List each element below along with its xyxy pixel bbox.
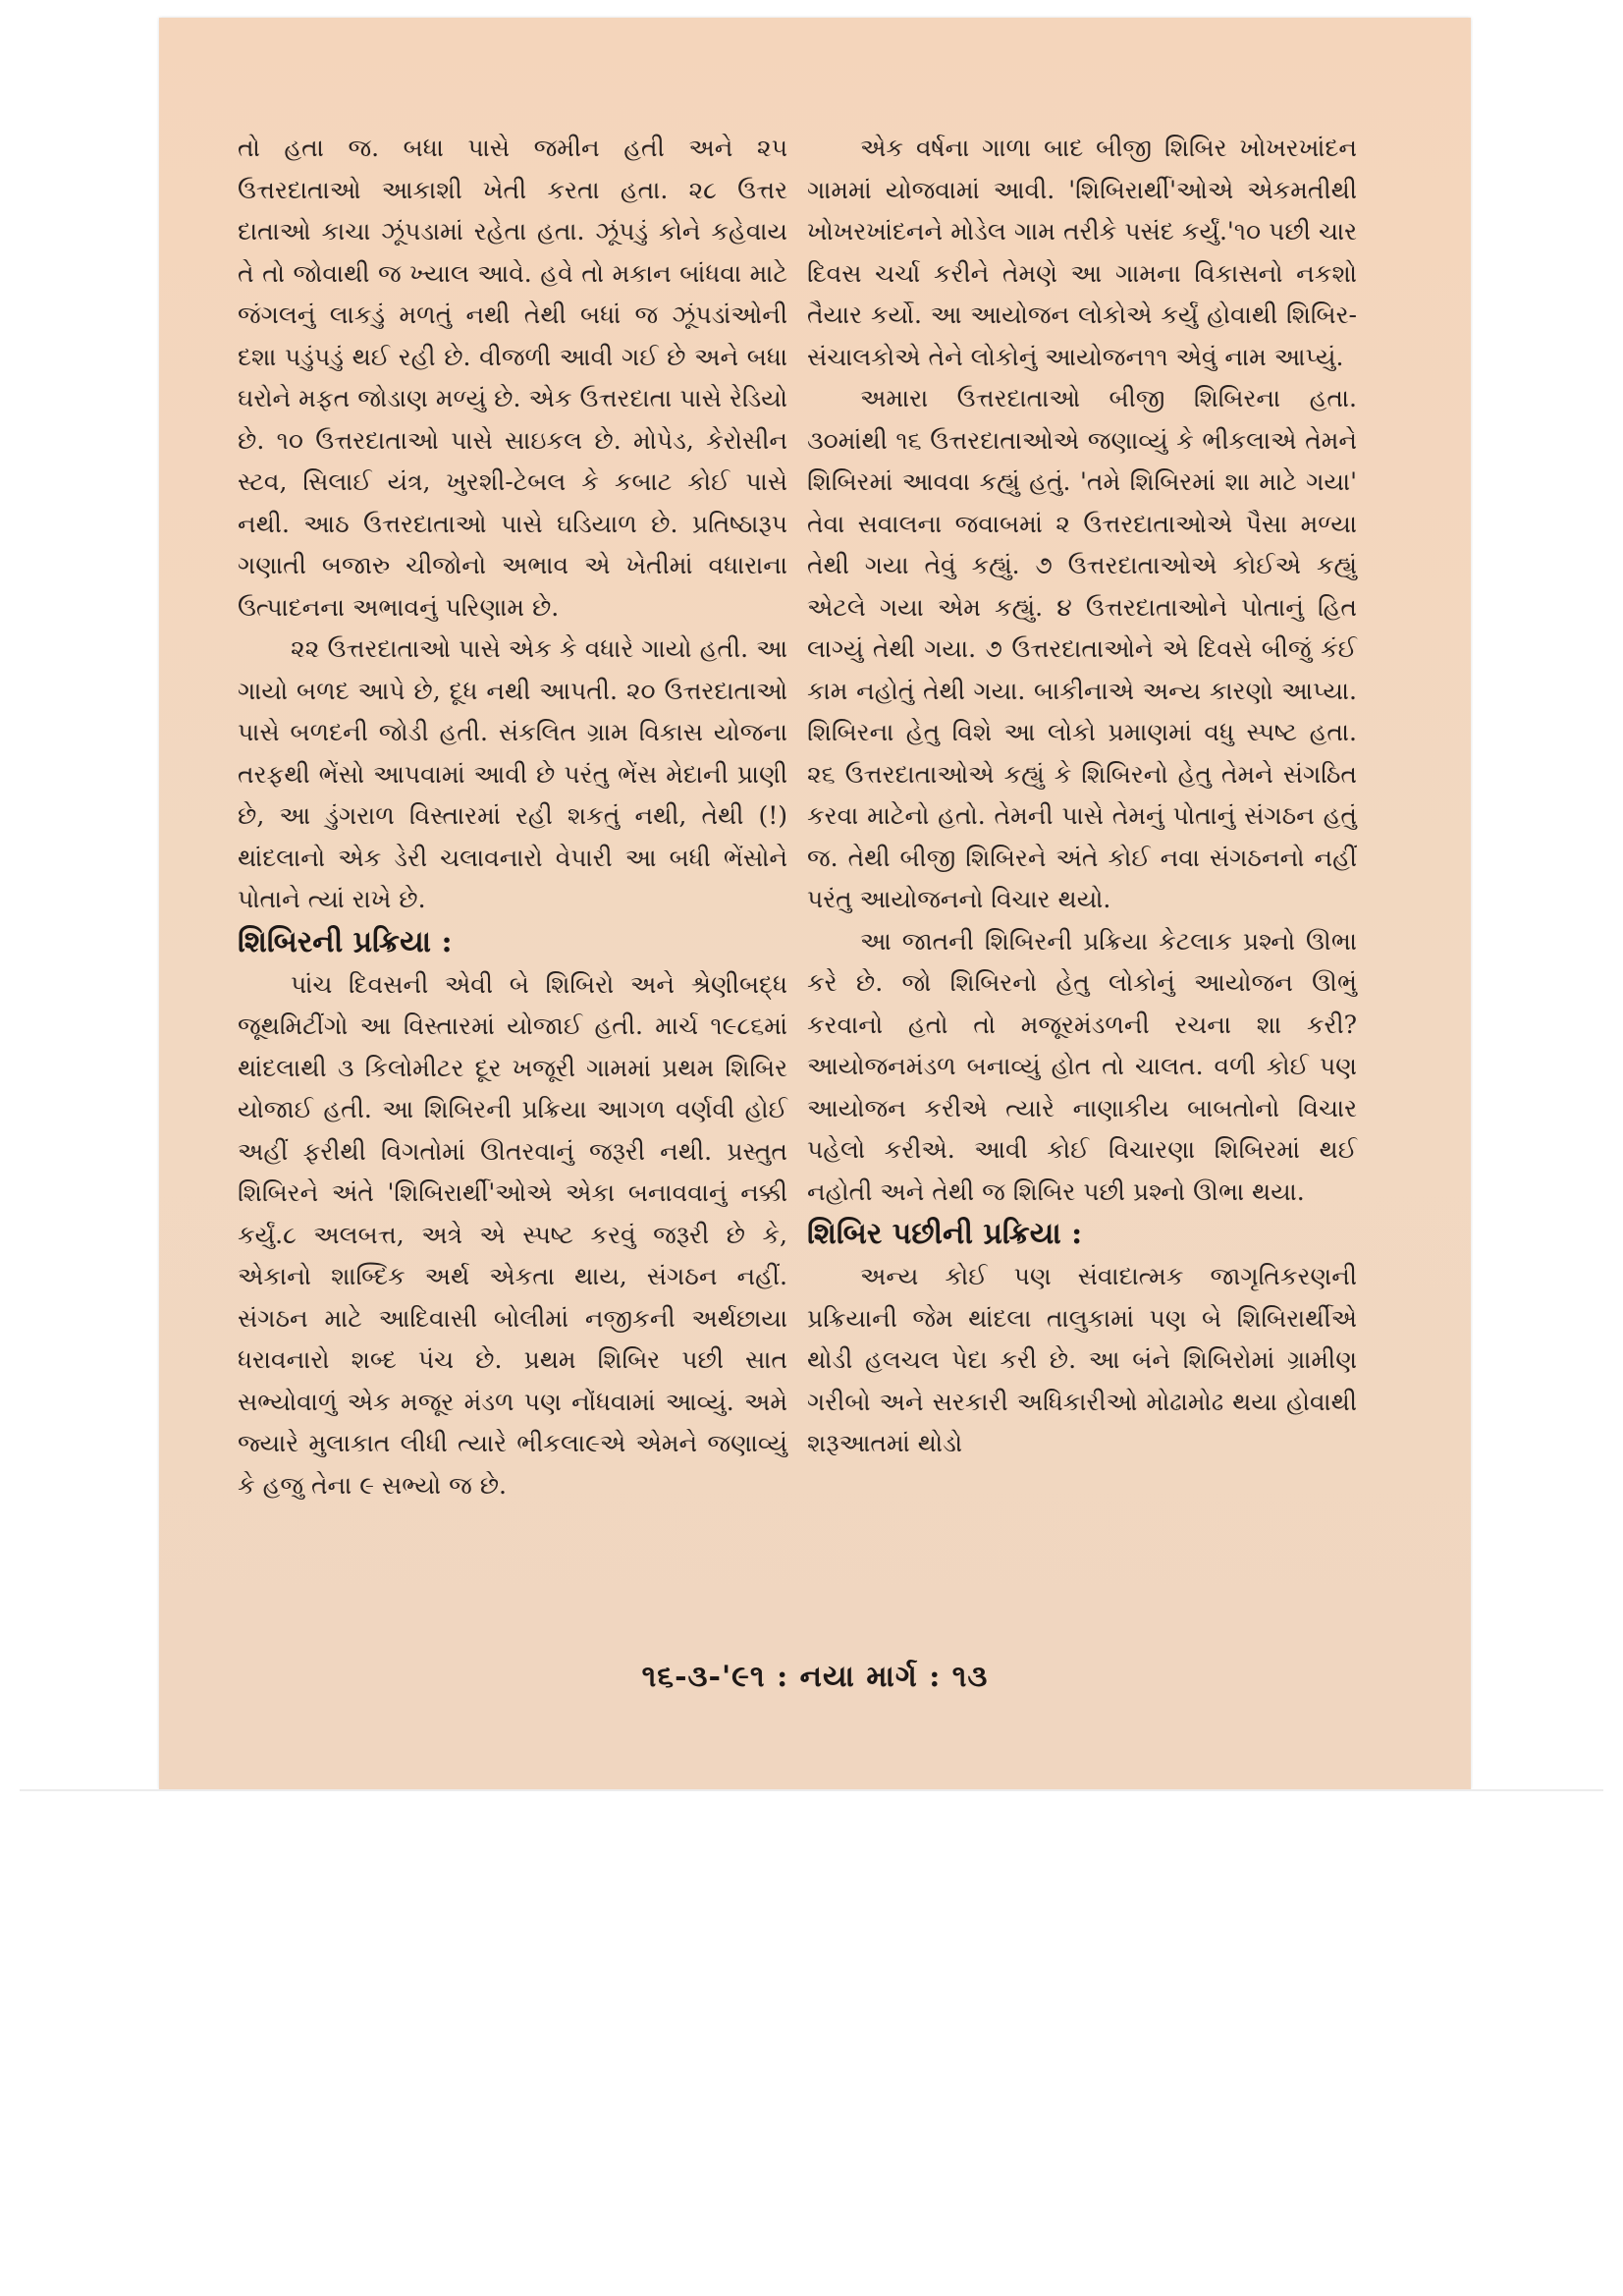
- paragraph: એક વર્ષના ગાળા બાદ બીજી શિબિર ખોખરખાંદન ગામમાં યોજવામાં આવી. 'શિબિરાર્થી'ઓએ એકમતીથી ખોખરખાંદનને મોડેલ ગામ તરીકે પસંદ કર્યું.'૧૦ પછી ચાર દિવસ ચર્ચા કરીને તેમણે આ ગામના વિકાસનો નકશો તૈયાર કર્યો. આ આયોજન લોકોએ કર્યું હોવાથી શિબિર-સંચાલકોએ તેને લોકોનું આયોજન૧૧ એવું નામ આપ્યું.: [807, 134, 1357, 371]
- paragraph: અમારા ઉત્તરદાતાઓ બીજી શિબિરના હતા. ૩૦માંથી ૧૬ ઉત્તરદાતાઓએ જણાવ્યું કે ભીકલાએ તેમને શિબિરમાં આવવા કહ્યું હતું. 'તમે શિબિરમાં શા માટે ગયા' તેવા સવાલના જવાબમાં ૨ ઉત્તરદાતાઓએ પૈસા મળ્યા તેથી ગયા તેવું કહ્યું. ૭ ઉત્તરદાતાઓએ કોઈએ કહ્યું એટલે ગયા એમ કહ્યું. ૪ ઉત્તરદાતાઓને પોતાનું હિત લાગ્યું તેથી ગયા. ૭ ઉત્તરદાતાઓને એ દિવસે બીજું કંઈ કામ નહોતું તેથી ગયા. બાકીનાએ અન્ય કારણો આપ્યા. શિબિરના હેતુ વિશે આ લોકો પ્રમાણમાં વધુ સ્પષ્ટ હતા. ૨૬ ઉત્તરદાતાઓએ કહ્યું કે શિબિરનો હેતુ તેમને સંગઠિત કરવા માટેનો હતો. તેમની પાસે તેમનું પોતાનું સંગઠન હતું જ. તેથી બીજી શિબિરને અંતે કોઈ નવા સંગઠનનો નહીં પરંતુ આયોજનનો વિચાર થયો.: [807, 384, 1357, 913]
- paragraph: આ જાતની શિબિરની પ્રક્રિયા કેટલાક પ્રશ્નો ઊભા કરે છે. જો શિબિરનો હેતુ લોકોનું આયોજન ઊભું કરવાનો હતો તો મજૂરમંડળની રચના શા કરી? આયોજનમંડળ બનાવ્યું હોત તો ચાલત. વળી કોઈ પણ આયોજન કરીએ ત્યારે નાણાકીય બાબતોનો વિચાર પહેલો કરીએ. આવી કોઈ વિચારણા શિબિરમાં થઈ નહોતી અને તેથી જ શિબિર પછી પ્રશ્નો ઊભા થયા.: [807, 926, 1357, 1206]
- paragraph: ૨૨ ઉત્તરદાતાઓ પાસે એક કે વધારે ગાયો હતી. આ ગાયો બળદ આપે છે, દૂધ નથી આપતી. ૨૦ ઉત્તરદાતાઓ પાસે બળદની જોડી હતી. સંકલિત ગ્રામ વિકાસ યોજના તરફથી ભેંસો આપવામાં આવી છે પરંતુ ભેંસ મેદાની પ્રાણી છે, આ ડુંગરાળ વિસ્તારમાં રહી શકતું નથી, તેથી (!) થાંદલાનો એક ડેરી ચલાવનારો વેપારી આ બધી ભેંસોને પોતાને ત્યાં રાખે છે.: [238, 634, 787, 913]
- paragraph: તો હતા જ. બધા પાસે જમીન હતી અને ૨૫ ઉત્તરદાતાઓ આકાશી ખેતી કરતા હતા. ૨૮ ઉત્તર દાતાઓ કાચા ઝૂંપડામાં રહેતા હતા. ઝૂંપડું કોને કહેવાય તે તો જોવાથી જ ખ્યાલ આવે. હવે તો મકાન બાંધવા માટે જંગલનું લાકડું મળતું નથી તેથી બધાં જ ઝૂંપડાંઓની દશા પડુંપડું થઈ રહી છે. વીજળી આવી ગઈ છે અને બધા ઘરોને મફત જોડાણ મળ્યું છે. એક ઉત્તરદાતા પાસે રેડિયો છે. ૧૦ ઉત્તરદાતાઓ પાસે સાઇકલ છે. મોપેડ, કેરોસીન સ્ટવ, સિલાઈ યંત્ર, ખુરશી-ટેબલ કે કબાટ કોઈ પાસે નથી. આઠ ઉત્તરદાતાઓ પાસે ઘડિયાળ છે. પ્રતિષ્ઠારૂપ ગણાતી બજારુ ચીજોનો અભાવ એ ખેતીમાં વધારાના ઉત્પાદનના અભાવનું પરિણામ છે.: [238, 134, 787, 622]
- bottom-divider: [20, 1789, 1603, 1791]
- right-column: [807, 128, 1357, 1465]
- scanned-page: [159, 18, 1471, 1789]
- section-heading: શિબિર પછીની પ્રક્રિયા :: [807, 1217, 1083, 1251]
- section-heading: શિબિરની પ્રક્રિયા :: [238, 924, 453, 959]
- page-footer: ૧૬-૩-'૯૧ : નયા માર્ગ : ૧૩: [641, 1660, 989, 1694]
- paragraph: અન્ય કોઈ પણ સંવાદાત્મક જાગૃતિકરણની પ્રક્રિયાની જેમ થાંદલા તાલુકામાં પણ બે શિબિરાર્થીએ થોડી હલચલ પેદા કરી છે. આ બંને શિબિરોમાં ગ્રામીણ ગરીબો અને સરકારી અધિકારીઓ મોઢામોઢ થયા હોવાથી શરૂઆતમાં થોડો: [807, 1262, 1357, 1457]
- paragraph: પાંચ દિવસની એવી બે શિબિરો અને શ્રેણીબદ્ધ જૂથમિટીંગો આ વિસ્તારમાં યોજાઈ હતી. માર્ચ ૧૯૮૬માં થાંદલાથી ૩ કિલોમીટર દૂર ખજૂરી ગામમાં પ્રથમ શિબિર યોજાઈ હતી. આ શિબિરની પ્રક્રિયા આગળ વર્ણવી હોઈ અહીં ફરીથી વિગતોમાં ઊતરવાનું જરૂરી નથી. પ્રસ્તુત શિબિરને અંતે 'શિબિરાર્થી'ઓએ એકા બનાવવાનું નક્કી કર્યું.૮ અલબત્ત, અત્રે એ સ્પષ્ટ કરવું જરૂરી છે કે, એકાનો શાબ્દિક અર્થ એકતા થાય, સંગઠન નહીં. સંગઠન માટે આદિવાસી બોલીમાં નજીકની અર્થછાયા ધરાવનારો શબ્દ પંચ છે. પ્રથમ શિબિર પછી સાત સભ્યોવાળું એક મજૂર મંડળ પણ નોંધવામાં આવ્યું. અમે જ્યારે મુલાકાત લીધી ત્યારે ભીકલા૯એ એમને જણાવ્યું કે હજુ તેના ૯ સભ્યો જ છે.: [238, 969, 787, 1500]
- left-column: [238, 128, 787, 1506]
